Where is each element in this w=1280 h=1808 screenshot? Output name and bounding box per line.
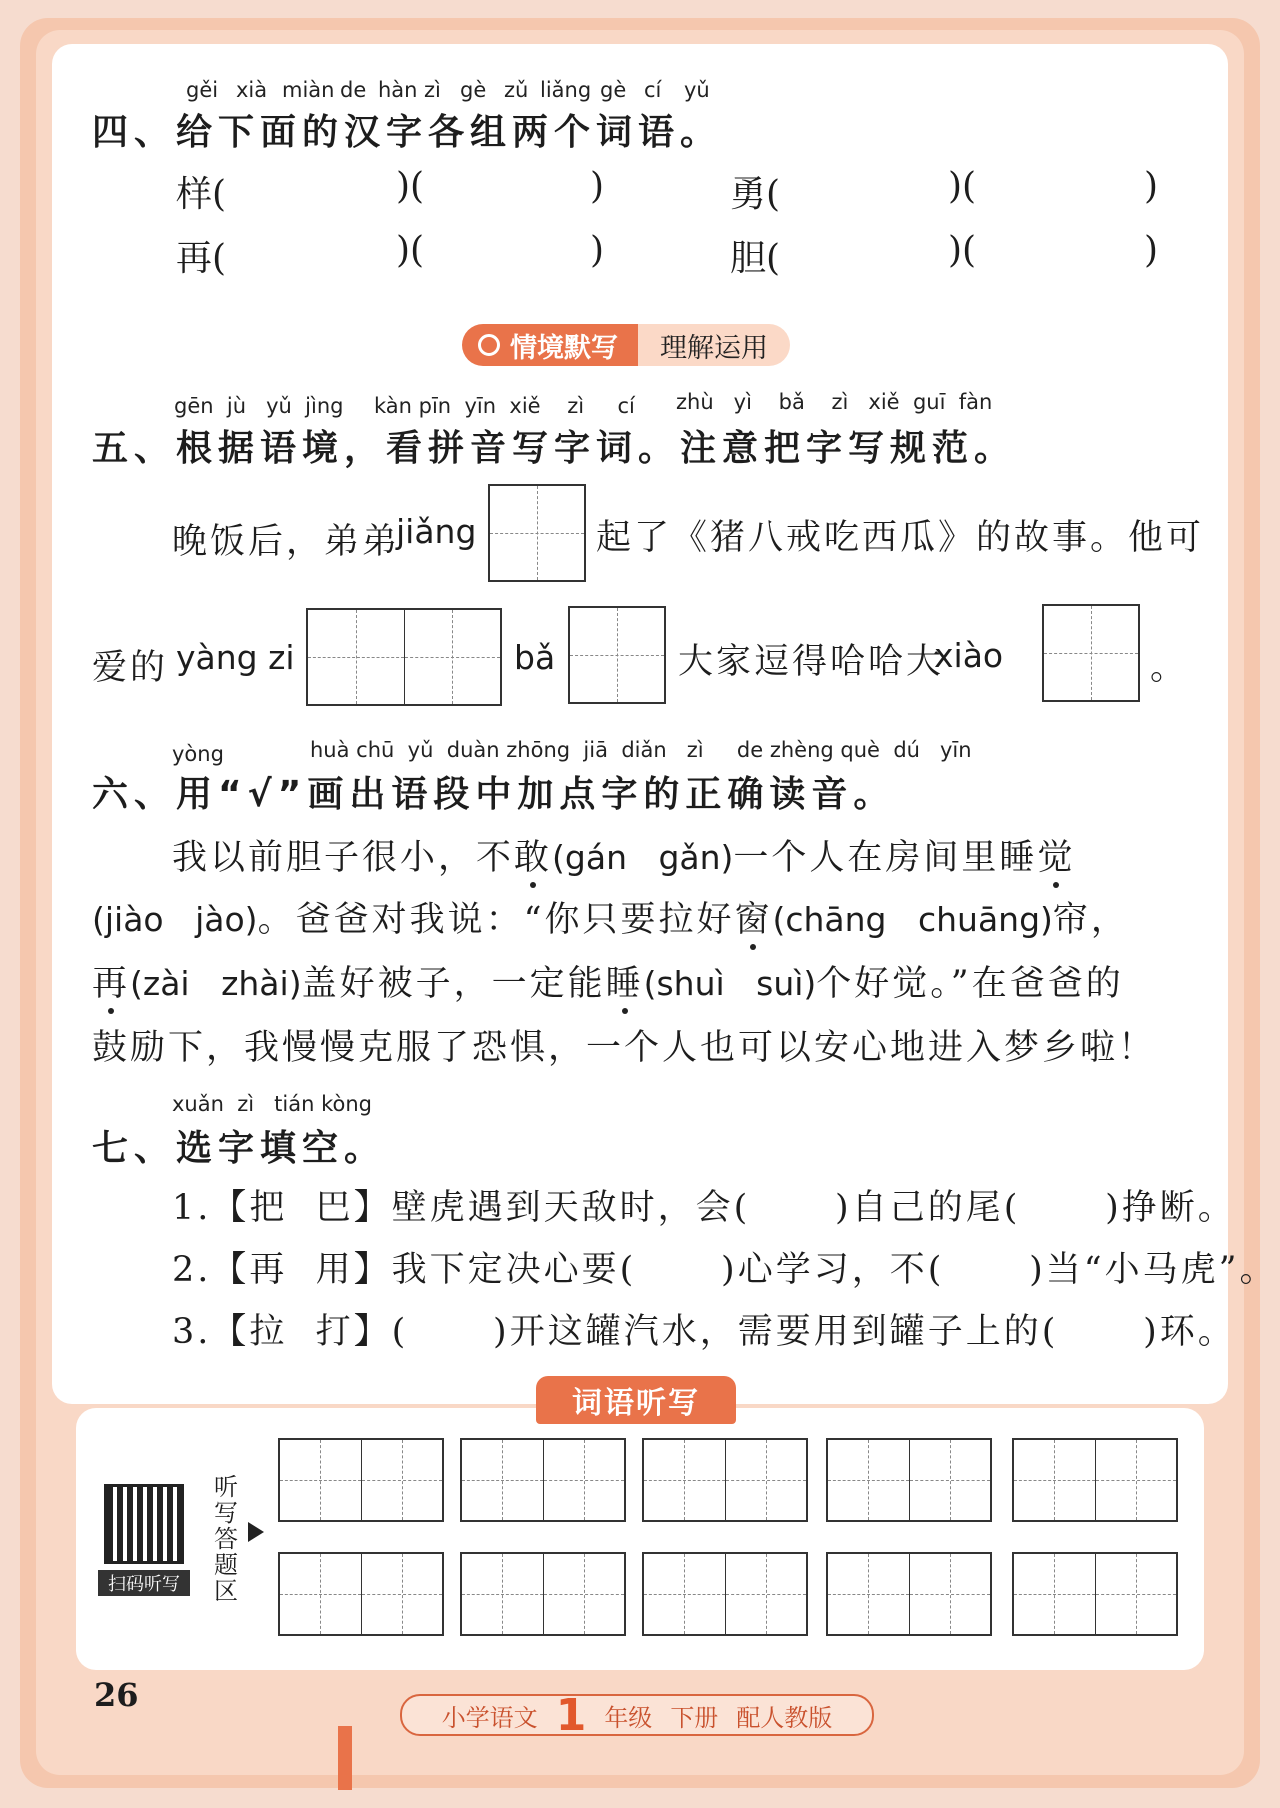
q6-para-line2 [92, 892, 1129, 942]
q6-dotted-gan: 敢 [514, 838, 553, 878]
q4-pinyin-syllable: gè [600, 78, 627, 102]
q4-pinyin-syllable: cí [644, 78, 662, 102]
q6-dotted-zai: 再 [92, 964, 131, 1004]
q5-line1-text-b: 起了《猪八戒吃西瓜》的故事。他可 [596, 518, 1205, 558]
q6-dotted-chuang: 窗 [734, 900, 773, 940]
q7-pinyin: xuǎn zì tián kòng [172, 1092, 372, 1116]
q6-p2-text-a: 。爸爸对我说：“你只要拉好 [257, 900, 735, 940]
dictation-box[interactable] [278, 1438, 444, 1522]
dictation-vertical-label: 听写答题区 [214, 1473, 238, 1605]
q6-choice-jiao[interactable]: (jiào jào) [92, 900, 258, 939]
dictation-box[interactable] [278, 1552, 444, 1636]
q6-para-line3 [92, 956, 1124, 1006]
q4-pinyin-syllable: liǎng [540, 78, 592, 102]
section-banner [462, 324, 790, 366]
q4-row2-right2: ) [1144, 230, 1159, 271]
q4-row2-left: 再( [176, 238, 227, 279]
q7-item-2: 2.【再 用】我下定决心要( )心学习，不( )当“小马虎”。 [172, 1250, 1278, 1290]
q6-para-line4: 鼓励下，我慢慢克服了恐惧，一个人也可以安心地进入梦乡啦！ [92, 1028, 1157, 1068]
q4-pinyin-syllable: zǔ [504, 78, 529, 102]
q5-line2-end: 。 [1150, 648, 1189, 688]
q4-row1-right2: ) [1144, 166, 1159, 207]
q7-title: 七、选字填空。 [92, 1128, 387, 1169]
q5-pinyin-a: gēn jù yǔ jìng [174, 394, 344, 418]
dictation-box[interactable] [460, 1552, 626, 1636]
q5-line1-pinyin: jiǎng [396, 512, 477, 551]
qr-code-icon[interactable] [104, 1484, 184, 1564]
q5-line1-text-a: 晚饭后，弟弟 [172, 522, 401, 562]
q5-line2-pinyin1: yàng zi [176, 638, 295, 677]
q6-title: 六、用“√”画出语段中加点字的正确读音。 [92, 774, 896, 815]
q5-line2-text-a: 爱的 [92, 648, 169, 688]
dictation-box[interactable] [642, 1438, 808, 1522]
q4-pinyin-syllable: zì [424, 78, 441, 102]
q4-row2-mid2: )( [948, 230, 977, 271]
q6-choice-zai[interactable]: (zài zhài) [130, 964, 302, 1003]
q6-pinyin-a: yòng [172, 742, 224, 766]
q4-row2-right: ) [590, 230, 605, 271]
bookmark-ribbon [338, 1726, 352, 1790]
qr-label: 扫码听写 [98, 1570, 190, 1596]
q6-pinyin-b: huà chū yǔ duàn zhōng jiā diǎn zì de zhèng què dú yīn [310, 738, 972, 762]
q6-choice-chuang[interactable]: (chāng chuāng) [772, 900, 1053, 939]
footer-badge [400, 1689, 874, 1741]
footer-grade: 年级 [604, 1703, 653, 1732]
q4-row2-mid: )( [396, 230, 425, 271]
q4-row2-left2: 胆( [730, 238, 781, 279]
footer-edition: 配人教版 [736, 1703, 833, 1732]
q4-pinyin-syllable: yǔ [684, 78, 710, 102]
q6-p1-text-b: 一个人在房间里睡 [733, 838, 1038, 878]
q5-line2-pinyin2: bǎ [514, 638, 556, 677]
q4-title: 四、给下面的汉字各组两个词语。 [92, 112, 723, 153]
q4-pinyin-syllable: gè [460, 78, 487, 102]
footer-volume: 下册 [670, 1703, 719, 1732]
q7-item-1: 1.【把 巴】壁虎遇到天敌时，会( )自己的尾( )挣断。 [172, 1188, 1236, 1228]
footer-grade-number: 1 [555, 1689, 587, 1741]
q6-p2-text-b: 帘， [1052, 900, 1129, 940]
dictation-box[interactable] [826, 1438, 992, 1522]
q7-item-3: 3.【拉 打】( )开这罐汽水，需要用到罐子上的( )环。 [172, 1312, 1236, 1352]
q4-pinyin-syllable: hàn [378, 78, 418, 102]
q6-p1-text-a: 我以前胆子很小，不 [172, 838, 515, 878]
q6-dotted-shui: 睡 [605, 964, 644, 1004]
q4-row1-left2: 勇( [730, 174, 781, 215]
dictation-box[interactable] [826, 1552, 992, 1636]
banner-right-label: 理解运用 [638, 324, 790, 366]
q5-pinyin-b: kàn pīn yīn xiě zì cí [374, 394, 635, 418]
q5-line2-text-b: 大家逗得哈哈大 [678, 642, 945, 682]
dictation-tab: 词语听写 [536, 1376, 736, 1424]
q6-p3-text-b: 个好觉。”在爸爸的 [816, 964, 1124, 1004]
dictation-box[interactable] [1012, 1552, 1178, 1636]
q4-pinyin-syllable: xià [236, 78, 268, 102]
play-arrow-icon [248, 1522, 264, 1542]
q5-box-yangzi[interactable] [306, 608, 502, 706]
q5-title: 五、根据语境，看拼音写字词。注意把字写规范。 [92, 428, 1017, 469]
dictation-box[interactable] [460, 1438, 626, 1522]
dictation-box[interactable] [642, 1552, 808, 1636]
q4-row1-mid: )( [396, 166, 425, 207]
dictation-box[interactable] [1012, 1438, 1178, 1522]
banner-left-label: 情境默写 [510, 332, 618, 364]
q4-pinyin-syllable: gěi [186, 78, 219, 102]
q5-box-jiang[interactable] [488, 484, 586, 582]
q4-row1-mid2: )( [948, 166, 977, 207]
q5-pinyin-c: zhù yì bǎ zì xiě guī fàn [676, 390, 993, 414]
q4-pinyin-syllable: miàn [282, 78, 335, 102]
page-number: 26 [94, 1676, 139, 1714]
q6-dotted-jiao: 觉 [1037, 838, 1076, 878]
q6-choice-gan[interactable]: (gán gǎn) [552, 838, 734, 877]
q5-line2-pinyin3: xiào [934, 636, 1004, 675]
q4-row1-right: ) [590, 166, 605, 207]
q4-row1-left: 样( [176, 174, 227, 215]
q4-pinyin-syllable: de [340, 78, 367, 102]
footer-subject: 小学语文 [441, 1703, 538, 1732]
q6-para-line1 [172, 830, 1075, 880]
q5-box-xiao[interactable] [1042, 604, 1140, 702]
badge-icon [478, 334, 500, 356]
q6-choice-shui[interactable]: (shuì suì) [643, 964, 817, 1003]
q6-p3-text-a: 盖好被子，一定能 [301, 964, 606, 1004]
banner-left [462, 324, 638, 366]
q5-box-ba[interactable] [568, 606, 666, 704]
